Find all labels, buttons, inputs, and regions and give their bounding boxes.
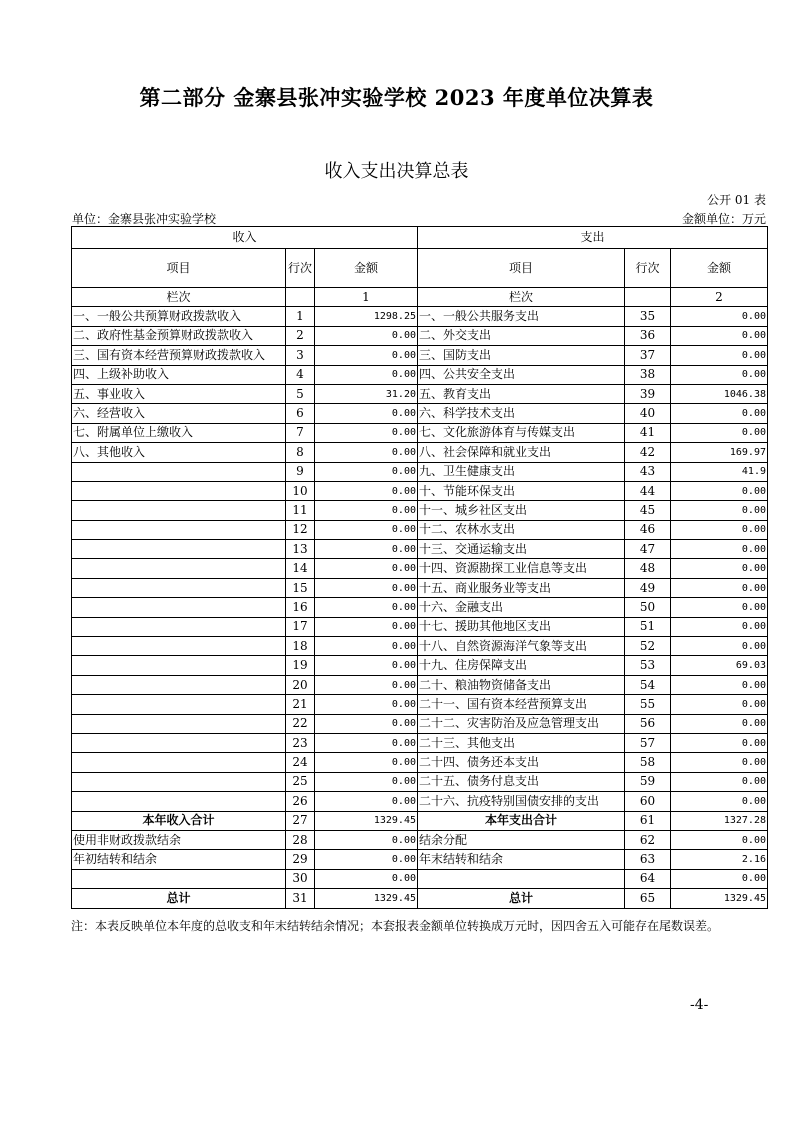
income-item-cell	[72, 675, 286, 694]
expense-row-number-cell: 62	[625, 830, 671, 849]
expense-item-cell: 九、卫生健康支出	[418, 462, 625, 481]
table-row	[72, 714, 768, 733]
col-row-header: 行次	[286, 249, 315, 288]
expense-row-number-cell: 58	[625, 753, 671, 772]
expense-amount-cell: 0.00	[671, 481, 768, 500]
expense-amount-cell: 0.00	[671, 423, 768, 442]
income-header: 收入	[72, 227, 418, 249]
income-item-cell	[72, 656, 286, 675]
income-expense-table	[71, 226, 768, 909]
income-item-cell	[72, 869, 286, 888]
income-amount-cell: 0.00	[315, 540, 418, 559]
expense-item-cell: 结余分配	[418, 830, 625, 849]
expense-item-cell: 一、一般公共服务支出	[418, 307, 625, 326]
expense-row-number-cell: 64	[625, 869, 671, 888]
expense-amount-cell: 0.00	[671, 578, 768, 597]
income-row-number-cell: 28	[286, 830, 315, 849]
table-row	[72, 869, 768, 888]
income-amount-cell: 0.00	[315, 617, 418, 636]
column-index-blank	[625, 288, 671, 307]
table-row	[72, 695, 768, 714]
table-row	[72, 792, 768, 811]
income-row-number-cell: 23	[286, 733, 315, 752]
expense-row-number-cell: 44	[625, 481, 671, 500]
expense-row-number-cell: 61	[625, 811, 671, 830]
income-item-cell	[72, 753, 286, 772]
income-amount-cell: 0.00	[315, 753, 418, 772]
expense-row-number-cell: 38	[625, 365, 671, 384]
expense-amount-cell: 1329.45	[671, 889, 768, 908]
income-row-number-cell: 1	[286, 307, 315, 326]
expense-amount-cell: 0.00	[671, 520, 768, 539]
income-amount-cell: 0.00	[315, 792, 418, 811]
income-item-cell	[72, 462, 286, 481]
expense-item-cell: 年末结转和结余	[418, 850, 625, 869]
page-number: -4-	[690, 997, 709, 1013]
income-row-number-cell: 4	[286, 365, 315, 384]
amount-unit-label: 金额单位：万元	[681, 212, 766, 226]
income-amount-cell: 0.00	[315, 404, 418, 423]
expense-row-number-cell: 53	[625, 656, 671, 675]
income-row-number-cell: 7	[286, 423, 315, 442]
income-row-number-cell: 19	[286, 656, 315, 675]
table-row	[72, 733, 768, 752]
income-item-cell	[72, 695, 286, 714]
income-row-number-cell: 13	[286, 540, 315, 559]
table-row	[72, 307, 768, 326]
table-row	[72, 772, 768, 791]
table-row	[72, 617, 768, 636]
expense-amount-cell: 0.00	[671, 869, 768, 888]
table-row	[72, 365, 768, 384]
unit-label: 单位：金寨县张冲实验学校	[72, 212, 217, 226]
expense-item-cell: 二十四、债务还本支出	[418, 753, 625, 772]
expense-amount-cell: 169.97	[671, 443, 768, 462]
expense-amount-cell: 0.00	[671, 733, 768, 752]
expense-item-cell: 二十三、其他支出	[418, 733, 625, 752]
page-title: 第二部分 金寨县张冲实验学校 2023 年度单位决算表	[139, 85, 654, 110]
table-row	[72, 346, 768, 365]
income-item-cell	[72, 733, 286, 752]
table-row	[72, 501, 768, 520]
income-item-cell: 二、政府性基金预算财政拨款收入	[72, 326, 286, 345]
income-amount-cell: 0.00	[315, 501, 418, 520]
income-amount-cell: 0.00	[315, 326, 418, 345]
expense-amount-cell: 0.00	[671, 714, 768, 733]
col-amount-header: 金额	[671, 249, 768, 288]
table-row	[72, 637, 768, 656]
income-row-number-cell: 3	[286, 346, 315, 365]
income-item-cell	[72, 481, 286, 500]
income-item-cell	[72, 540, 286, 559]
income-row-number-cell: 10	[286, 481, 315, 500]
expense-row-number-cell: 54	[625, 675, 671, 694]
expense-item-cell: 十六、金融支出	[418, 598, 625, 617]
income-amount-cell: 0.00	[315, 598, 418, 617]
income-amount-cell: 0.00	[315, 695, 418, 714]
expense-item-cell	[418, 869, 625, 888]
col-amount-header: 金额	[315, 249, 418, 288]
expense-item-cell: 八、社会保障和就业支出	[418, 443, 625, 462]
expense-amount-cell: 41.9	[671, 462, 768, 481]
income-row-number-cell: 2	[286, 326, 315, 345]
income-item-cell	[72, 520, 286, 539]
expense-amount-cell: 0.00	[671, 617, 768, 636]
table-row	[72, 443, 768, 462]
income-row-number-cell: 15	[286, 578, 315, 597]
income-row-number-cell: 22	[286, 714, 315, 733]
expense-row-number-cell: 60	[625, 792, 671, 811]
expense-row-number-cell: 42	[625, 443, 671, 462]
expense-row-number-cell: 52	[625, 637, 671, 656]
income-item-cell: 本年收入合计	[72, 811, 286, 830]
expense-item-cell: 二十、粮油物资储备支出	[418, 675, 625, 694]
income-item-cell: 使用非财政拨款结余	[72, 830, 286, 849]
income-row-number-cell: 12	[286, 520, 315, 539]
expense-amount-cell: 1046.38	[671, 384, 768, 403]
income-item-cell	[72, 578, 286, 597]
income-item-cell: 年初结转和结余	[72, 850, 286, 869]
income-item-cell: 六、经营收入	[72, 404, 286, 423]
income-amount-cell: 0.00	[315, 714, 418, 733]
table-row	[72, 384, 768, 403]
income-item-cell	[72, 501, 286, 520]
column-index-number: 1	[315, 288, 418, 307]
expense-row-number-cell: 46	[625, 520, 671, 539]
col-item-header: 项目	[72, 249, 286, 288]
expense-item-cell: 二、外交支出	[418, 326, 625, 345]
income-row-number-cell: 5	[286, 384, 315, 403]
income-item-cell	[72, 617, 286, 636]
expense-amount-cell: 0.00	[671, 753, 768, 772]
table-row	[72, 675, 768, 694]
income-amount-cell: 0.00	[315, 346, 418, 365]
income-amount-cell: 0.00	[315, 656, 418, 675]
expense-row-number-cell: 37	[625, 346, 671, 365]
income-amount-cell: 0.00	[315, 462, 418, 481]
expense-row-number-cell: 50	[625, 598, 671, 617]
expense-amount-cell: 0.00	[671, 501, 768, 520]
expense-item-cell: 十九、住房保障支出	[418, 656, 625, 675]
expense-row-number-cell: 59	[625, 772, 671, 791]
expense-row-number-cell: 39	[625, 384, 671, 403]
expense-item-cell: 六、科学技术支出	[418, 404, 625, 423]
income-amount-cell: 0.00	[315, 481, 418, 500]
expense-amount-cell: 69.03	[671, 656, 768, 675]
table-row	[72, 326, 768, 345]
income-item-cell: 一、一般公共预算财政拨款收入	[72, 307, 286, 326]
table-row	[72, 830, 768, 849]
expense-item-cell: 三、国防支出	[418, 346, 625, 365]
income-row-number-cell: 26	[286, 792, 315, 811]
expense-row-number-cell: 49	[625, 578, 671, 597]
income-item-cell: 三、国有资本经营预算财政拨款收入	[72, 346, 286, 365]
income-item-cell: 五、事业收入	[72, 384, 286, 403]
income-amount-cell: 0.00	[315, 578, 418, 597]
income-amount-cell: 0.00	[315, 443, 418, 462]
expense-row-number-cell: 43	[625, 462, 671, 481]
expense-item-cell: 七、文化旅游体育与传媒支出	[418, 423, 625, 442]
table-row	[72, 559, 768, 578]
income-amount-cell: 0.00	[315, 830, 418, 849]
expense-item-cell: 十七、援助其他地区支出	[418, 617, 625, 636]
column-index-label: 栏次	[72, 288, 286, 307]
table-row	[72, 578, 768, 597]
expense-row-number-cell: 65	[625, 889, 671, 908]
table-row	[72, 811, 768, 830]
expense-row-number-cell: 56	[625, 714, 671, 733]
table-row	[72, 753, 768, 772]
column-index-blank	[286, 288, 315, 307]
table-row	[72, 540, 768, 559]
income-amount-cell: 0.00	[315, 365, 418, 384]
form-code: 公开 01 表	[707, 193, 766, 207]
expense-row-number-cell: 41	[625, 423, 671, 442]
expense-item-cell: 五、教育支出	[418, 384, 625, 403]
income-row-number-cell: 8	[286, 443, 315, 462]
table-row	[72, 598, 768, 617]
table-row	[72, 404, 768, 423]
expense-amount-cell: 0.00	[671, 307, 768, 326]
income-row-number-cell: 24	[286, 753, 315, 772]
expense-item-cell: 二十一、国有资本经营预算支出	[418, 695, 625, 714]
income-amount-cell: 0.00	[315, 559, 418, 578]
expense-amount-cell: 0.00	[671, 346, 768, 365]
expense-amount-cell: 0.00	[671, 830, 768, 849]
income-amount-cell: 0.00	[315, 675, 418, 694]
income-amount-cell: 0.00	[315, 850, 418, 869]
expense-item-cell: 四、公共安全支出	[418, 365, 625, 384]
expense-item-cell: 本年支出合计	[418, 811, 625, 830]
column-index-number: 2	[671, 288, 768, 307]
income-amount-cell: 1298.25	[315, 307, 418, 326]
expense-row-number-cell: 45	[625, 501, 671, 520]
income-item-cell: 总计	[72, 889, 286, 908]
income-row-number-cell: 21	[286, 695, 315, 714]
table-row	[72, 481, 768, 500]
table-row	[72, 850, 768, 869]
expense-item-cell: 二十六、抗疫特别国债安排的支出	[418, 792, 625, 811]
income-item-cell: 四、上级补助收入	[72, 365, 286, 384]
expense-row-number-cell: 63	[625, 850, 671, 869]
income-amount-cell: 1329.45	[315, 889, 418, 908]
expense-amount-cell: 0.00	[671, 695, 768, 714]
expense-amount-cell: 0.00	[671, 675, 768, 694]
income-amount-cell: 0.00	[315, 869, 418, 888]
expense-item-cell: 十三、交通运输支出	[418, 540, 625, 559]
col-item-header: 项目	[418, 249, 625, 288]
income-item-cell	[72, 772, 286, 791]
col-row-header: 行次	[625, 249, 671, 288]
income-amount-cell: 0.00	[315, 423, 418, 442]
expense-amount-cell: 0.00	[671, 404, 768, 423]
expense-item-cell: 十一、城乡社区支出	[418, 501, 625, 520]
expense-item-cell: 十八、自然资源海洋气象等支出	[418, 637, 625, 656]
expense-row-number-cell: 55	[625, 695, 671, 714]
expense-amount-cell: 0.00	[671, 772, 768, 791]
income-row-number-cell: 11	[286, 501, 315, 520]
expense-row-number-cell: 48	[625, 559, 671, 578]
expense-row-number-cell: 47	[625, 540, 671, 559]
expense-item-cell: 二十二、灾害防治及应急管理支出	[418, 714, 625, 733]
footnote: 注：本表反映单位本年度的总收支和年末结转结余情况；本套报表金额单位转换成万元时，因四舍五入可能存在尾数误差。	[71, 919, 720, 933]
expense-amount-cell: 0.00	[671, 326, 768, 345]
income-item-cell	[72, 792, 286, 811]
table-title: 收入支出决算总表	[324, 161, 469, 182]
income-row-number-cell: 30	[286, 869, 315, 888]
table-row	[72, 520, 768, 539]
expense-amount-cell: 0.00	[671, 637, 768, 656]
income-amount-cell: 0.00	[315, 520, 418, 539]
expense-amount-cell: 0.00	[671, 792, 768, 811]
income-row-number-cell: 17	[286, 617, 315, 636]
expense-item-cell: 总计	[418, 889, 625, 908]
table-row	[72, 889, 768, 908]
expense-row-number-cell: 35	[625, 307, 671, 326]
income-row-number-cell: 14	[286, 559, 315, 578]
expense-row-number-cell: 36	[625, 326, 671, 345]
expense-row-number-cell: 40	[625, 404, 671, 423]
income-item-cell: 七、附属单位上缴收入	[72, 423, 286, 442]
income-row-number-cell: 29	[286, 850, 315, 869]
income-row-number-cell: 27	[286, 811, 315, 830]
expense-amount-cell: 0.00	[671, 559, 768, 578]
income-row-number-cell: 9	[286, 462, 315, 481]
income-row-number-cell: 16	[286, 598, 315, 617]
expense-item-cell: 十、节能环保支出	[418, 481, 625, 500]
expense-item-cell: 十四、资源勘探工业信息等支出	[418, 559, 625, 578]
expense-amount-cell: 0.00	[671, 365, 768, 384]
expense-amount-cell: 2.16	[671, 850, 768, 869]
table-row	[72, 462, 768, 481]
expense-row-number-cell: 57	[625, 733, 671, 752]
expense-item-cell: 十二、农林水支出	[418, 520, 625, 539]
expense-item-cell: 二十五、债务付息支出	[418, 772, 625, 791]
expense-amount-cell: 0.00	[671, 540, 768, 559]
income-amount-cell: 0.00	[315, 733, 418, 752]
income-amount-cell: 0.00	[315, 637, 418, 656]
income-item-cell	[72, 559, 286, 578]
income-item-cell	[72, 714, 286, 733]
table-row	[72, 656, 768, 675]
expense-row-number-cell: 51	[625, 617, 671, 636]
income-row-number-cell: 25	[286, 772, 315, 791]
income-amount-cell: 1329.45	[315, 811, 418, 830]
income-row-number-cell: 20	[286, 675, 315, 694]
income-row-number-cell: 31	[286, 889, 315, 908]
expense-header: 支出	[418, 227, 768, 249]
income-amount-cell: 31.20	[315, 384, 418, 403]
column-index-label: 栏次	[418, 288, 625, 307]
income-amount-cell: 0.00	[315, 772, 418, 791]
income-item-cell	[72, 598, 286, 617]
income-row-number-cell: 6	[286, 404, 315, 423]
income-item-cell	[72, 637, 286, 656]
expense-item-cell: 十五、商业服务业等支出	[418, 578, 625, 597]
table-row	[72, 423, 768, 442]
expense-amount-cell: 0.00	[671, 598, 768, 617]
expense-amount-cell: 1327.28	[671, 811, 768, 830]
income-row-number-cell: 18	[286, 637, 315, 656]
income-item-cell: 八、其他收入	[72, 443, 286, 462]
table-body	[72, 307, 768, 908]
